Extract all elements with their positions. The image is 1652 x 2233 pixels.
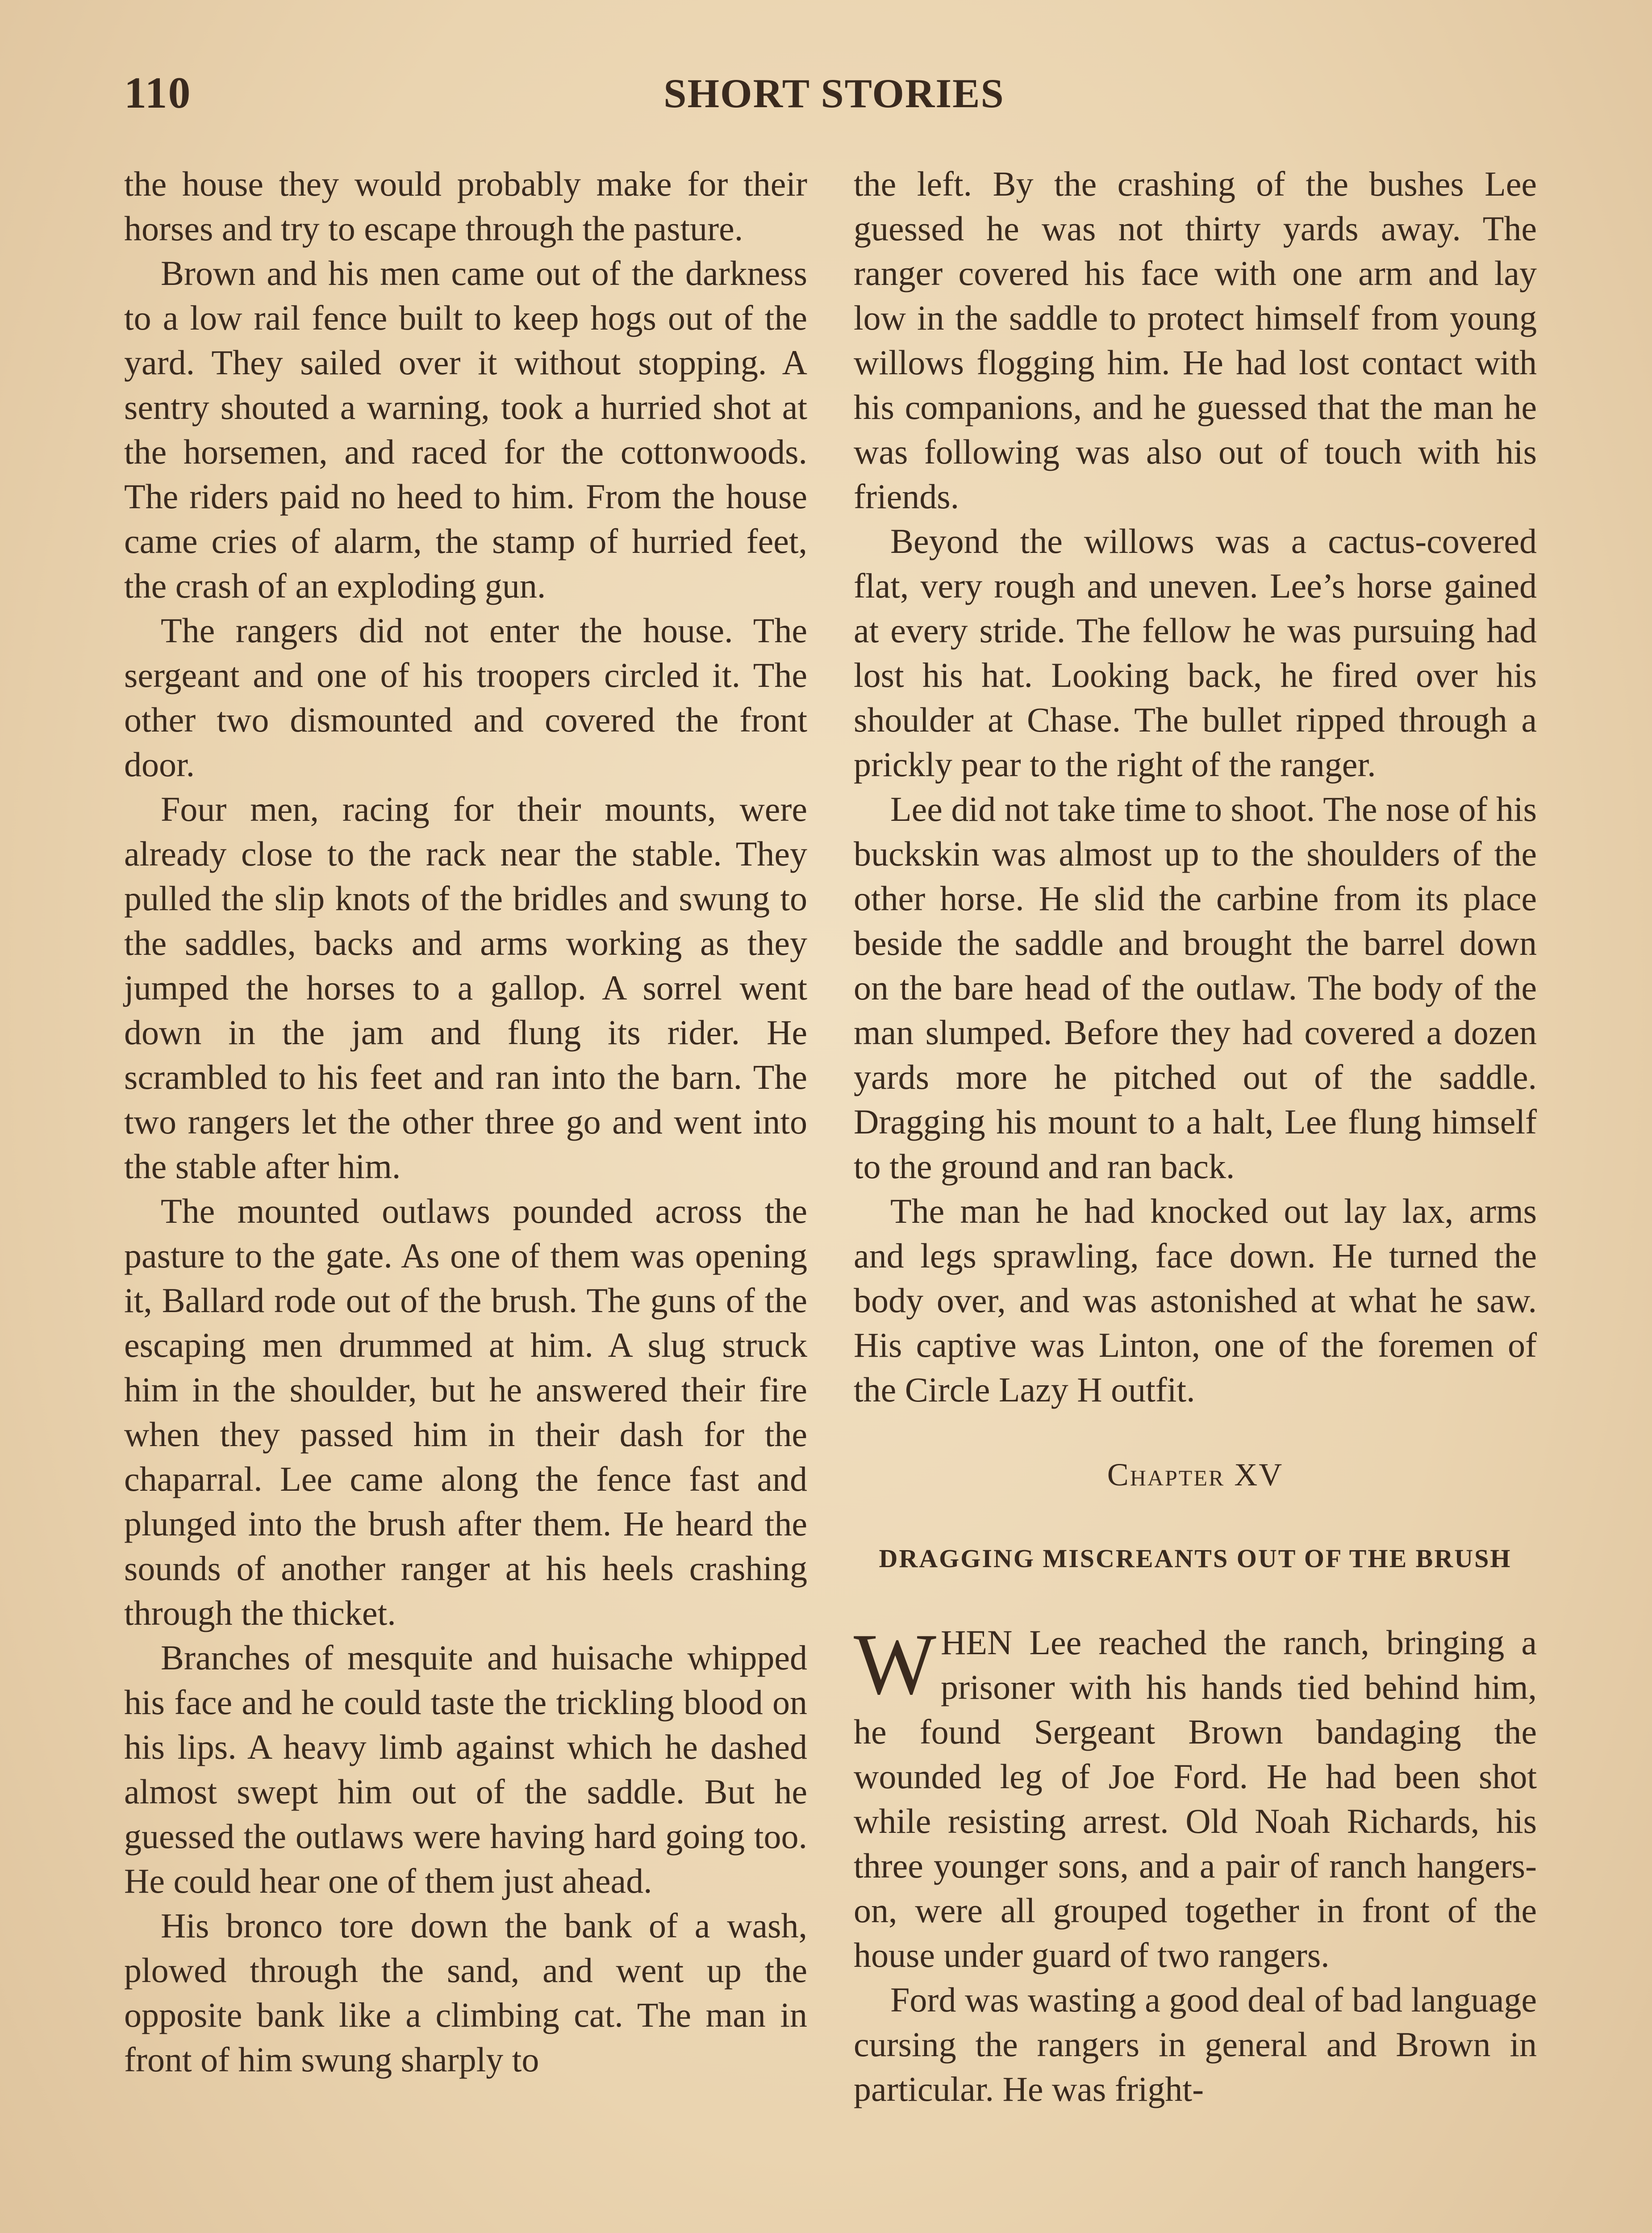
- paragraph: Beyond the willows was a cactus-covered flat, very rough and uneven. Lee’s horse gained at every stride. The fellow he was pursuing had lost his hat. Looking back, he fired over his shoulder at Chase. The bullet ripped through a prickly pear to the right of the ranger.: [854, 522, 1537, 784]
- paragraph: His bronco tore down the bank of a wash, plowed through the sand, and went up the opposite bank like a climbing cat. The man in front of him swung sharply to: [124, 1906, 807, 2079]
- paragraph: Ford was wasting a good deal of bad language cursing the rangers in general and Brown in particular. He was fright-: [854, 1980, 1537, 2108]
- drop-cap: W: [854, 1616, 936, 1713]
- paragraph: Branches of mesquite and huisache whipped his face and he could taste the trickling blood on his lips. A heavy limb against which he dashed almost swept him out of the saddle. But he guessed the outlaws were having hard going too. He could hear one of them just ahead.: [124, 1638, 807, 1900]
- paragraph: The rangers did not enter the house. The sergeant and one of his troopers circled it. The other two dismounted and covered the front door.: [124, 611, 807, 784]
- paragraph: The man he had knocked out lay lax, arms and legs sprawling, face down. He turned the body over, and was astonished at what he saw. His captive was Linton, one of the foremen of the Circle Lazy H outfit.: [854, 1192, 1537, 1409]
- paragraph: Brown and his men came out of the darkness to a low rail fence built to keep hogs out of the yard. They sailed over it without stopping. A sentry shouted a warning, took a hurried shot at the horsemen, and raced for the cottonwoods. The riders paid no heed to him. From the house came cries of alarm, the stamp of hurried feet, the crash of an exploding gun.: [124, 254, 807, 605]
- running-title: SHORT STORIES: [663, 71, 1005, 116]
- paragraph: Lee did not take time to shoot. The nose of his buckskin was almost up to the shoulders of the other horse. He slid the carbine from its place beside the saddle and brought the barrel down on the bare head of the outlaw. The body of the man slumped. Before they had covered a dozen yards more he pitched out of the saddle. Dragging his mount to a halt, Lee flung himself to the ground and ran back.: [854, 790, 1537, 1186]
- chapter-opening-paragraph: [854, 1616, 1537, 1978]
- right-column: [854, 162, 1537, 2112]
- page-header: [124, 67, 1544, 130]
- paragraph: Four men, racing for their mounts, were already close to the rack near the stable. They pulled the slip knots of the bridles and swung to the saddles, backs and arms working as they jumped the horses to a gallop. A sorrel went down in the jam and flung its rider. He scrambled to his feet and ran into the barn. The two rangers let the other three go and went into the stable after him.: [124, 790, 807, 1186]
- opening-word: HEN: [941, 1623, 1013, 1662]
- paragraph: the house they would probably make for their horses and try to escape through the pasture.: [124, 164, 807, 248]
- paragraph: the left. By the crashing of the bushes Lee guessed he was not thirty yards away. The ranger covered his face with one arm and lay low in the saddle to protect himself from young willows flogging him. He had lost contact with his companions, and he guessed that the man he was following was also out of touch with his friends.: [854, 164, 1537, 516]
- paragraph: The mounted outlaws pounded across the pasture to the gate. As one of them was opening it, Ballard rode out of the brush. The guns of the escaping men drummed at him. A slug struck him in the shoulder, but he answered their fire when they passed him in their dash for the chaparral. Lee came along the fence fast and plunged into the brush after them. He heard the sounds of another ranger at his heels crashing through the thicket.: [124, 1192, 807, 1632]
- chapter-title: DRAGGING MISCREANTS OUT OF THE BRUSH: [879, 1544, 1512, 1573]
- opening-paragraph-text: Lee reached the ranch, bringing a prisoner with his hands tied behind him, he found Sergeant Brown bandaging the wounded leg of Joe Ford. He had been shot while resisting arrest. Old Noah Richards, his three younger sons, and a pair of ranch hangers-on, were all grouped together in front of the house under guard of two rangers.: [854, 1623, 1537, 1974]
- page-number: 110: [124, 68, 192, 117]
- left-column: [124, 162, 807, 2082]
- chapter-label: Chapter XV: [1107, 1457, 1284, 1493]
